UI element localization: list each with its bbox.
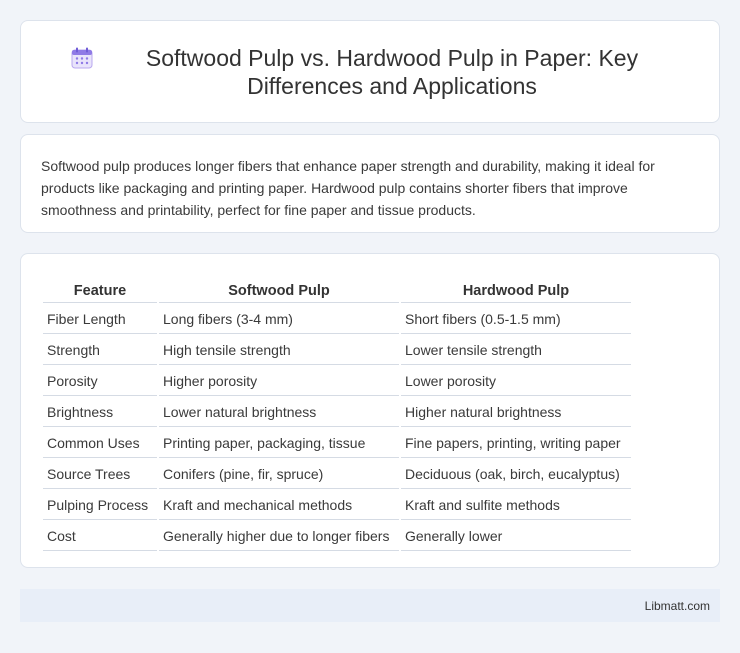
page-title: Softwood Pulp vs. Hardwood Pulp in Paper: Key Differences and Applications (145, 44, 639, 99)
table-row (43, 305, 631, 334)
footer (20, 589, 720, 622)
cell-hardwood: Deciduous (oak, birch, eucalyptus) (401, 460, 631, 489)
cell-feature: Brightness (43, 398, 157, 427)
cell-softwood: Lower natural brightness (159, 398, 399, 427)
cell-softwood: Generally higher due to longer fibers (159, 522, 399, 551)
cell-feature: Fiber Length (43, 305, 157, 334)
cell-softwood: Higher porosity (159, 367, 399, 396)
cell-hardwood: Fine papers, printing, writing paper (401, 429, 631, 458)
comparison-table (41, 274, 633, 553)
header-feature: Feature (43, 276, 157, 303)
cell-hardwood: Short fibers (0.5-1.5 mm) (401, 305, 631, 334)
table-row (43, 522, 631, 551)
table-row (43, 336, 631, 365)
table-row (43, 367, 631, 396)
cell-softwood: High tensile strength (159, 336, 399, 365)
cell-feature: Common Uses (43, 429, 157, 458)
intro-card (20, 134, 720, 233)
cell-hardwood: Lower porosity (401, 367, 631, 396)
cell-feature: Cost (43, 522, 157, 551)
table-row (43, 491, 631, 520)
table-row (43, 398, 631, 427)
header-softwood: Softwood Pulp (159, 276, 399, 303)
cell-softwood: Conifers (pine, fir, spruce) (159, 460, 399, 489)
cell-hardwood: Generally lower (401, 522, 631, 551)
comparison-table-card (20, 253, 720, 568)
cell-softwood: Kraft and mechanical methods (159, 491, 399, 520)
table-row (43, 460, 631, 489)
cell-feature: Strength (43, 336, 157, 365)
cell-hardwood: Lower tensile strength (401, 336, 631, 365)
cell-hardwood: Kraft and sulfite methods (401, 491, 631, 520)
footer-brand[interactable]: Libmatt.com (644, 598, 710, 613)
table-header-row (43, 276, 631, 303)
calendar-icon (70, 46, 94, 70)
cell-feature: Pulping Process (43, 491, 157, 520)
cell-feature: Porosity (43, 367, 157, 396)
header-hardwood: Hardwood Pulp (401, 276, 631, 303)
cell-softwood: Long fibers (3-4 mm) (159, 305, 399, 334)
cell-feature: Source Trees (43, 460, 157, 489)
cell-softwood: Printing paper, packaging, tissue (159, 429, 399, 458)
title-card (20, 20, 720, 123)
cell-hardwood: Higher natural brightness (401, 398, 631, 427)
intro-text: Softwood pulp produces longer fibers that enhance paper strength and durability, making it ideal for products like packaging and printing paper. Hardwood pulp contains shorter fibers that improve smoothness and printability, perfect for fine paper and tissue products. (41, 158, 655, 218)
table-row (43, 429, 631, 458)
title-wrap (70, 44, 670, 100)
